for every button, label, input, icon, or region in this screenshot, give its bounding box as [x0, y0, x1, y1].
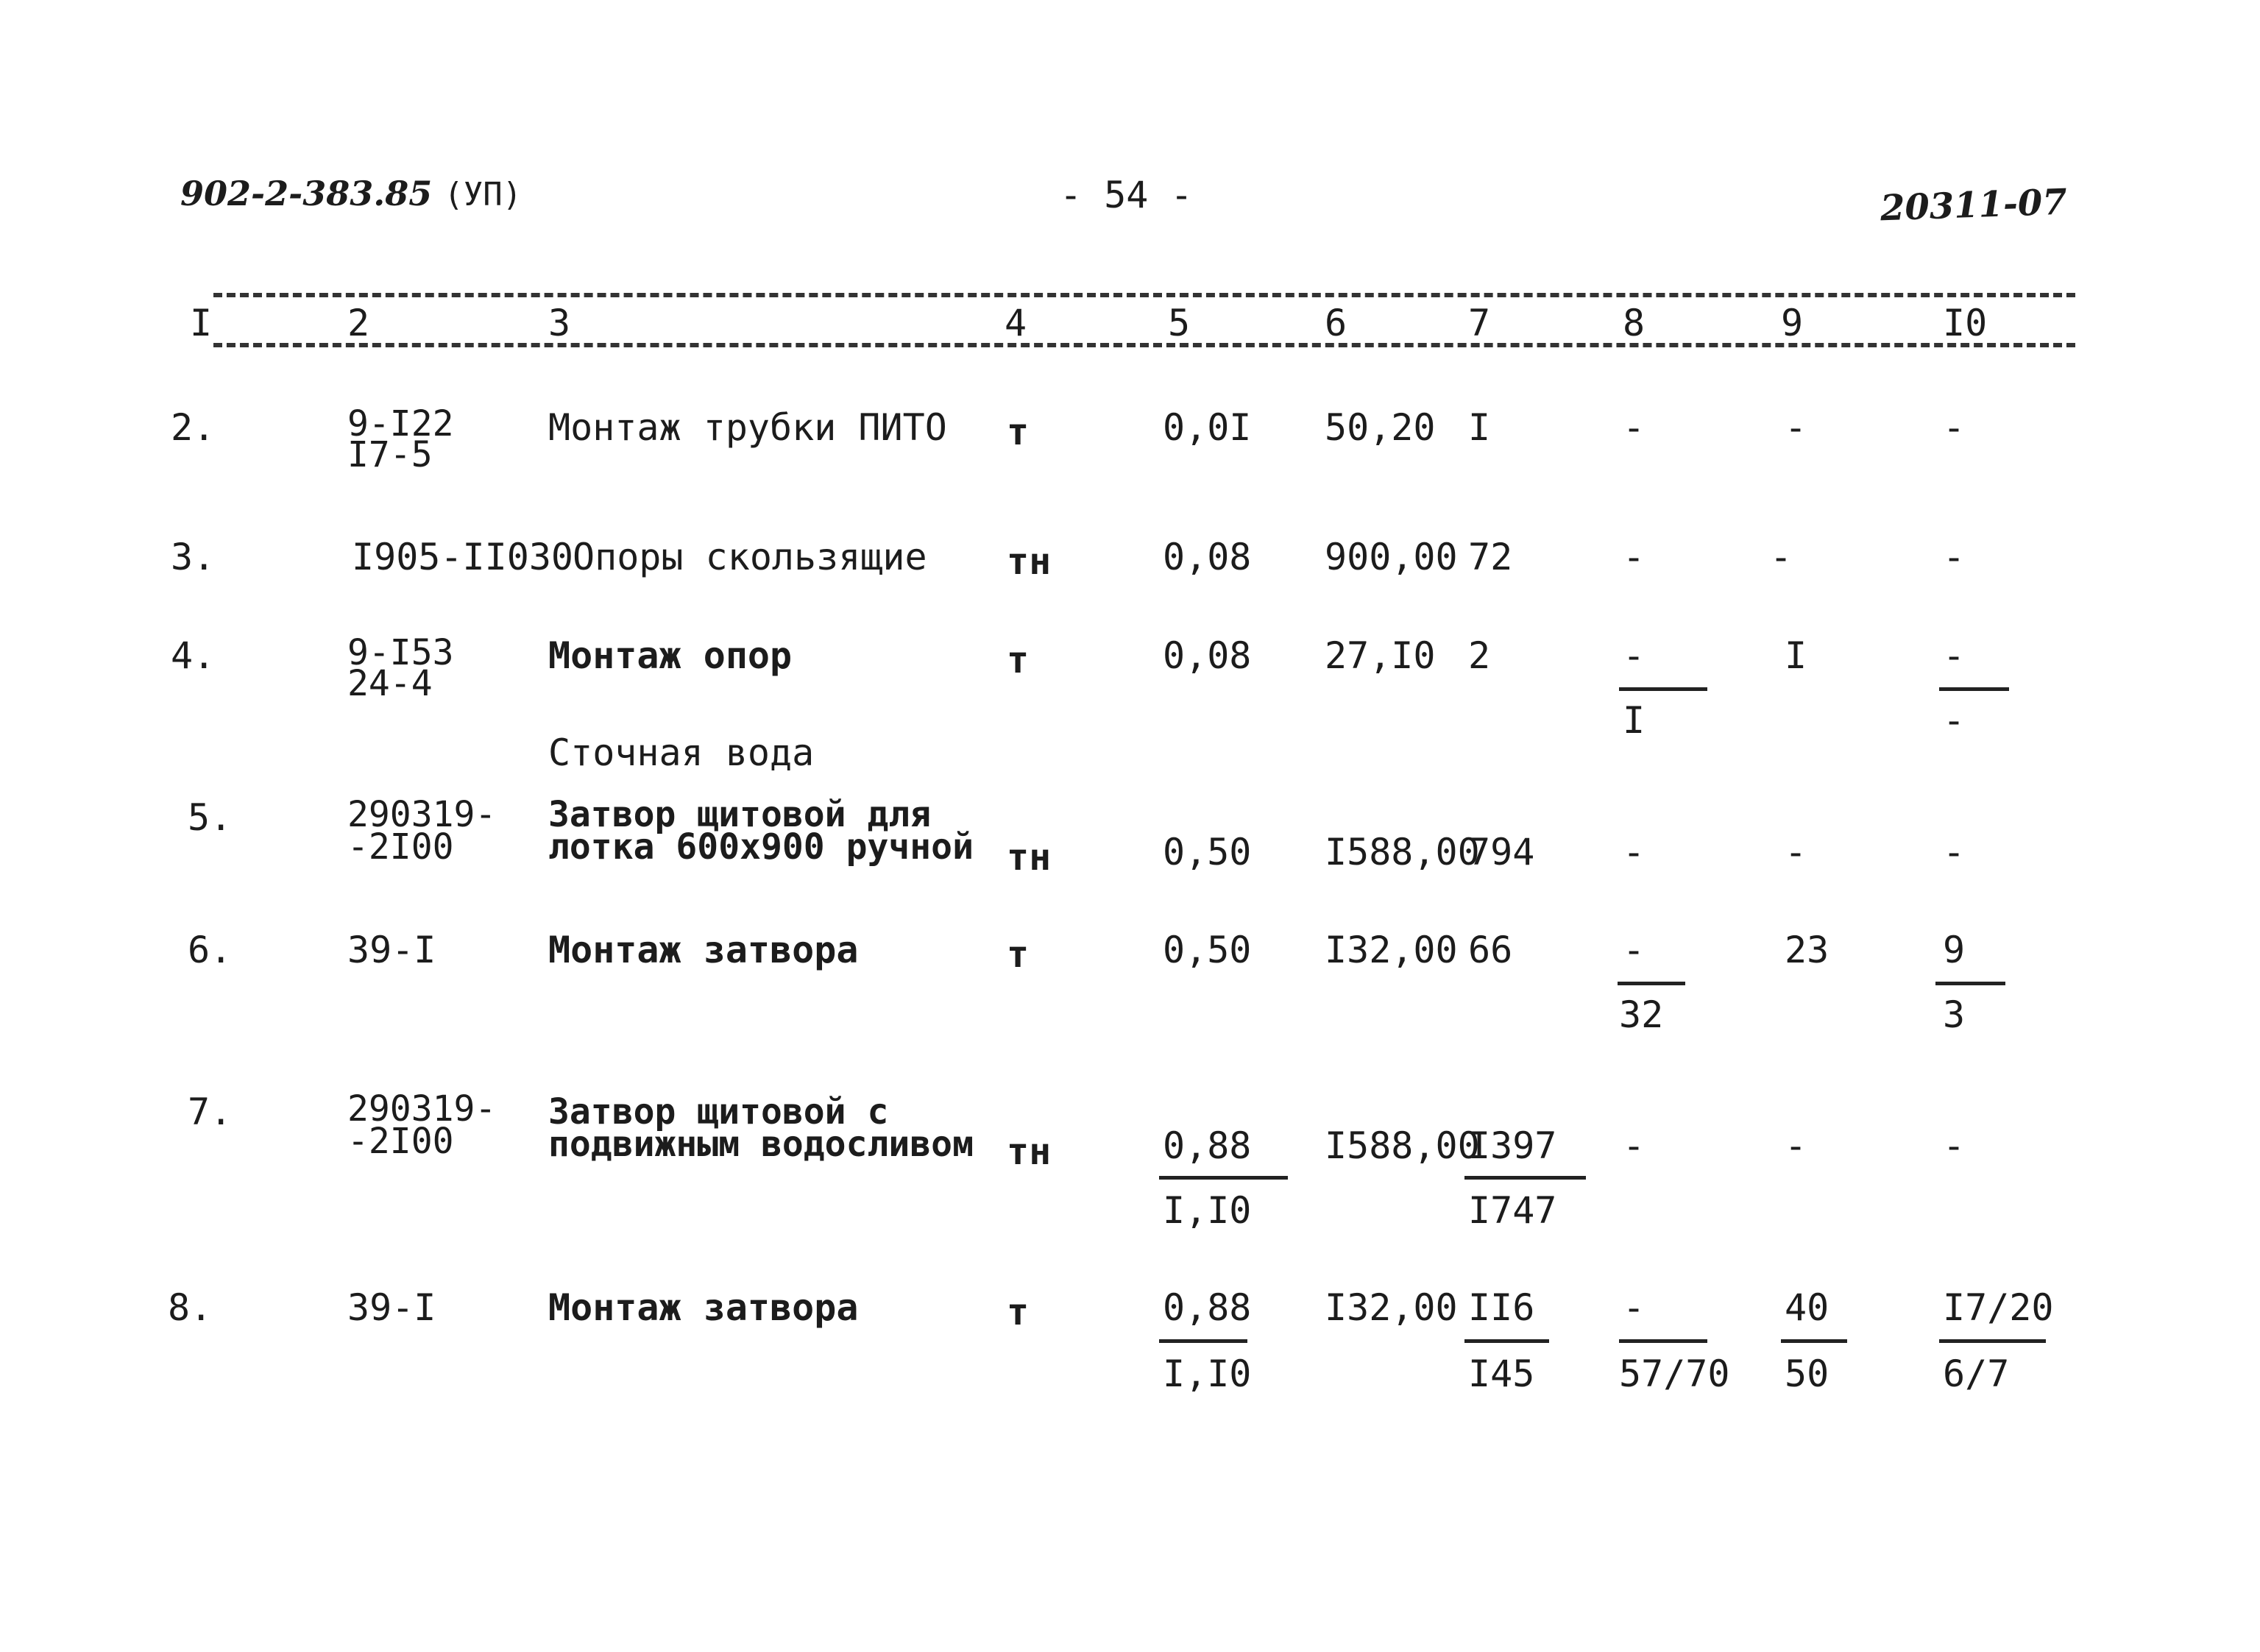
column-header-7: 7	[1468, 302, 1491, 344]
row-unit-price: I588,00	[1325, 831, 1480, 873]
column-header-3: 3	[548, 302, 571, 344]
row-col7: 794	[1468, 831, 1535, 873]
column-header-8: 8	[1623, 302, 1646, 344]
row-number: 6.	[188, 929, 233, 971]
fraction-rule	[1935, 982, 2005, 985]
row-unit-price: 50,20	[1325, 406, 1436, 449]
row-quantity-numerator: 0,88	[1163, 1124, 1252, 1167]
column-header-2: 2	[347, 302, 370, 344]
row-work-name-line-1: Затвор щитовой для	[548, 794, 932, 835]
row-unit: т	[1007, 933, 1030, 976]
document-code-number: 902-2-383.85	[180, 174, 433, 213]
row-col9: -	[1785, 1124, 1807, 1167]
row-col10-denominator: -	[1943, 699, 1966, 742]
row-col10-numerator: I7/20	[1943, 1286, 2054, 1329]
row-unit-price: 27,I0	[1325, 634, 1436, 677]
fraction-rule	[1939, 687, 2009, 691]
row-col8-numerator: -	[1623, 1286, 1646, 1329]
row-work-name: Монтаж трубки ПИТО	[548, 406, 947, 449]
row-unit: т	[1007, 639, 1030, 681]
row-quantity: 0,50	[1163, 929, 1252, 971]
row-quantity-denominator: I,I0	[1163, 1189, 1252, 1232]
row-code-line-1: I905-II030	[352, 536, 574, 578]
row-work-name: Монтаж затвора	[548, 929, 859, 971]
row-col8-numerator: -	[1623, 634, 1646, 677]
row-number: 5.	[188, 796, 233, 839]
row-col7: 72	[1468, 536, 1513, 578]
document-code	[180, 174, 523, 213]
row-col8-denominator: 57/70	[1619, 1353, 1730, 1395]
row-quantity: 0,08	[1163, 634, 1252, 677]
row-number: 7.	[188, 1091, 233, 1133]
header-dashed-rule-top	[213, 293, 2075, 297]
row-unit: тн	[1007, 836, 1052, 879]
row-work-name: Монтаж опор	[548, 634, 793, 677]
row-col10: -	[1943, 406, 1966, 449]
column-header-10: I0	[1943, 302, 1988, 344]
row-col7: 2	[1468, 634, 1491, 677]
row-number: 3.	[171, 536, 216, 578]
row-col10-denominator: 6/7	[1943, 1353, 2010, 1395]
row-col10-denominator: 3	[1943, 993, 1966, 1036]
row-quantity: 0,50	[1163, 831, 1252, 873]
section-heading: Сточная вода	[548, 731, 815, 774]
row-quantity: 0,0I	[1163, 406, 1252, 449]
fraction-rule	[1159, 1176, 1288, 1180]
row-col7-denominator: I747	[1468, 1189, 1557, 1232]
document-code-suffix: (УП)	[444, 176, 523, 213]
fraction-rule	[1464, 1176, 1586, 1180]
row-code-line-1: 9-I53	[347, 632, 454, 673]
row-col7-denominator: I45	[1468, 1353, 1535, 1395]
row-quantity: 0,08	[1163, 536, 1252, 578]
row-col8: -	[1623, 406, 1646, 449]
row-number: 8.	[168, 1286, 213, 1329]
row-unit-price: I588,00	[1325, 1124, 1480, 1167]
row-col10-numerator: -	[1943, 634, 1966, 677]
column-header-9: 9	[1781, 302, 1804, 344]
row-unit: тн	[1007, 540, 1052, 583]
fraction-rule	[1159, 1339, 1247, 1343]
row-col7-numerator: I397	[1468, 1124, 1557, 1167]
page-number: - 54 -	[1060, 174, 1193, 216]
row-number: 4.	[171, 634, 216, 677]
row-unit-price: I32,00	[1325, 929, 1458, 971]
row-col8-denominator: 32	[1619, 993, 1664, 1036]
row-code-line-2: 24-4	[347, 663, 433, 704]
row-unit: т	[1007, 1291, 1030, 1333]
row-work-name: Опоры скользящие	[573, 536, 927, 578]
archive-code: 20311-07	[1880, 181, 2068, 230]
row-unit-price: I32,00	[1325, 1286, 1458, 1329]
row-col9: I	[1785, 634, 1807, 677]
row-code-line-2: -2I00	[347, 1121, 454, 1162]
row-col7-numerator: II6	[1468, 1286, 1535, 1329]
fraction-rule	[1619, 1339, 1707, 1343]
row-code-line-2: I7-5	[347, 434, 433, 475]
fraction-rule	[1939, 1339, 2046, 1343]
row-code-line-1: 39-I	[347, 929, 436, 971]
row-col10: -	[1943, 831, 1966, 873]
row-work-name-line-1: Затвор щитовой с	[548, 1091, 889, 1132]
row-col9: -	[1785, 831, 1807, 873]
row-col10: -	[1943, 1124, 1966, 1167]
row-col8: -	[1623, 831, 1646, 873]
fraction-rule	[1464, 1339, 1549, 1343]
column-header-4: 4	[1005, 302, 1027, 344]
row-work-name: Монтаж затвора	[548, 1286, 859, 1329]
row-col8-numerator: -	[1623, 929, 1646, 971]
column-header-1: I	[190, 302, 213, 344]
row-col8-denominator: I	[1623, 699, 1646, 742]
row-col9-numerator: 40	[1785, 1286, 1829, 1329]
column-header-6: 6	[1325, 302, 1347, 344]
row-unit: тн	[1007, 1130, 1052, 1173]
row-code-line-1: 290319-	[347, 794, 497, 835]
row-quantity-denominator: I,I0	[1163, 1353, 1252, 1395]
row-quantity-numerator: 0,88	[1163, 1286, 1252, 1329]
fraction-rule	[1619, 687, 1707, 691]
row-unit: т	[1007, 411, 1030, 453]
row-work-name-line-2: лотка 600х900 ручной	[548, 826, 974, 868]
row-col9: -	[1785, 406, 1807, 449]
row-col8: -	[1623, 536, 1646, 578]
row-code-line-1: 290319-	[347, 1088, 497, 1130]
row-unit-price: 900,00	[1325, 536, 1458, 578]
fraction-rule	[1618, 982, 1685, 985]
column-header-5: 5	[1168, 302, 1191, 344]
row-col9-denominator: 50	[1785, 1353, 1829, 1395]
row-col10: -	[1943, 536, 1966, 578]
row-code-line-1: 39-I	[347, 1286, 436, 1329]
row-number: 2.	[171, 406, 216, 449]
row-col7: 66	[1468, 929, 1513, 971]
row-col8: -	[1623, 1124, 1646, 1167]
row-work-name-line-2: подвижным водосливом	[548, 1124, 974, 1165]
row-code-line-2: -2I00	[347, 826, 454, 868]
fraction-rule	[1781, 1339, 1847, 1343]
row-col9: -	[1770, 536, 1793, 578]
row-col10-numerator: 9	[1943, 929, 1966, 971]
row-col9: 23	[1785, 929, 1829, 971]
row-col7: I	[1468, 406, 1491, 449]
row-code-line-1: 9-I22	[347, 403, 454, 444]
